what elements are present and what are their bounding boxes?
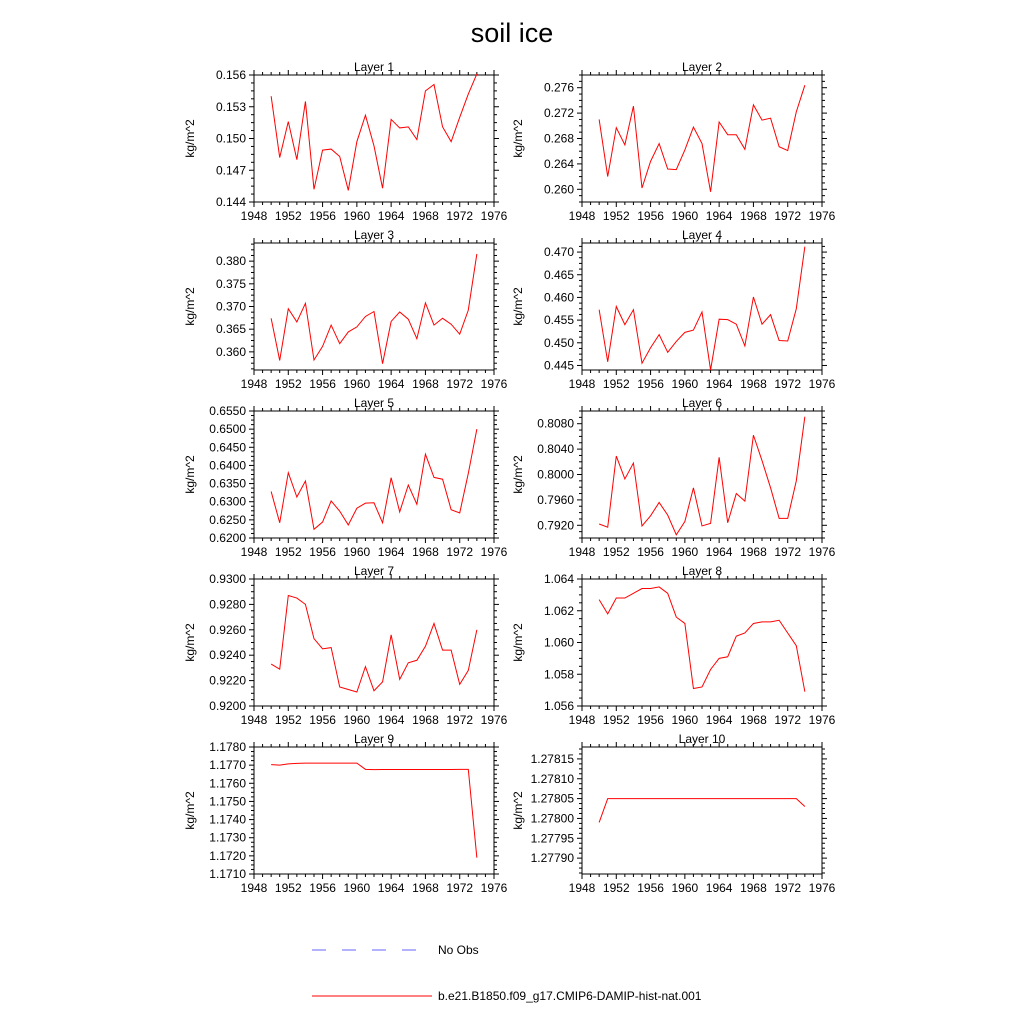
series-line-model [599,587,805,692]
y-tick-label: 0.6350 [209,476,246,491]
panel-layer-5 [183,396,508,559]
y-tick-label: 1.062 [543,603,574,618]
y-tick-label: 0.6550 [209,404,246,418]
x-tick-label: 1976 [808,209,836,223]
x-tick-label: 1976 [808,881,836,895]
y-tick-label: 0.156 [215,68,246,82]
y-tick-label: 1.27805 [530,791,574,806]
y-tick-label: 1.27815 [530,751,574,766]
y-tick-label: 0.450 [543,335,574,350]
y-tick-label: 0.276 [543,80,574,95]
x-tick-label: 1960 [343,545,371,559]
y-tick-label: 0.6500 [209,422,246,437]
panel-title: Layer 1 [353,60,395,74]
series-line-model [599,85,805,192]
series-line-model [599,417,805,535]
y-tick-label: 1.056 [543,699,574,713]
x-tick-label: 1948 [240,545,268,559]
y-tick-label: 0.8080 [537,416,574,431]
x-tick-label: 1968 [412,209,439,223]
y-tick-label: 0.380 [215,254,246,269]
x-tick-label: 1960 [671,545,699,559]
y-tick-label: 1.27800 [530,811,574,826]
y-tick-label: 1.1730 [209,830,246,845]
x-tick-label: 1972 [774,377,802,391]
x-tick-label: 1952 [602,377,630,391]
plot-frame [582,75,822,202]
x-tick-label: 1976 [480,881,508,895]
y-tick-label: 0.6200 [209,531,246,545]
plot-frame [254,747,494,874]
y-tick-label: 0.460 [543,290,574,305]
y-tick-label: 0.9240 [209,648,246,663]
x-tick-label: 1976 [808,377,836,391]
x-tick-label: 1956 [309,377,336,391]
series-line-model [271,74,477,190]
y-tick-label: 0.370 [215,299,246,314]
y-tick-label: 1.1750 [209,794,246,809]
x-tick-label: 1948 [240,881,268,895]
panel-layer-2 [511,60,836,223]
x-tick-label: 1960 [671,881,699,895]
x-tick-label: 1968 [412,545,439,559]
x-tick-label: 1960 [671,209,699,223]
x-tick-label: 1968 [412,377,439,391]
x-tick-label: 1968 [740,209,767,223]
plot-frame [582,747,822,874]
y-tick-label: 1.27790 [530,851,574,866]
y-tick-label: 0.375 [215,276,246,291]
x-tick-label: 1956 [637,377,664,391]
x-tick-label: 1948 [240,377,268,391]
panel-layer-1 [183,60,508,223]
x-tick-label: 1960 [343,881,371,895]
x-tick-label: 1952 [602,713,630,727]
series-line-model [271,763,477,858]
y-axis-label: kg/m^2 [183,791,197,830]
panel-title: Layer 7 [353,564,395,578]
y-tick-label: 0.260 [543,182,574,197]
y-tick-label: 0.360 [215,344,246,359]
x-tick-label: 1968 [740,377,767,391]
legend [312,943,702,1003]
panel-title: Layer 6 [681,396,723,410]
x-tick-label: 1956 [637,545,664,559]
x-tick-label: 1972 [446,713,474,727]
x-tick-label: 1952 [602,881,630,895]
plot-frame [582,243,822,370]
x-tick-label: 1976 [480,713,508,727]
x-tick-label: 1956 [309,209,336,223]
x-tick-label: 1948 [568,209,596,223]
y-tick-label: 0.9220 [209,673,246,688]
x-tick-label: 1948 [568,713,596,727]
x-tick-label: 1956 [309,545,336,559]
x-tick-label: 1948 [568,545,596,559]
x-tick-label: 1976 [480,209,508,223]
y-tick-label: 0.365 [215,322,246,337]
y-tick-label: 0.445 [543,358,574,373]
y-tick-label: 0.455 [543,313,574,328]
x-tick-label: 1964 [705,713,733,727]
y-tick-label: 0.153 [215,99,246,114]
y-tick-label: 1.1740 [209,812,246,827]
x-tick-label: 1968 [412,713,439,727]
plot-frame [254,243,494,370]
y-axis-label: kg/m^2 [511,791,525,830]
x-tick-label: 1972 [446,881,474,895]
panel-title: Layer 10 [678,732,726,746]
y-tick-label: 0.144 [215,195,246,209]
x-tick-label: 1960 [671,377,699,391]
x-tick-label: 1964 [705,545,733,559]
y-tick-label: 0.6450 [209,440,246,455]
x-tick-label: 1948 [240,209,268,223]
chart-title: soil ice [470,18,554,48]
x-tick-label: 1960 [343,377,371,391]
y-tick-label: 1.27795 [530,831,574,846]
x-tick-label: 1952 [274,377,302,391]
legend-label-no-obs: No Obs [438,943,479,957]
x-tick-label: 1972 [774,713,802,727]
x-tick-label: 1952 [274,545,302,559]
x-tick-label: 1964 [377,713,405,727]
y-tick-label: 1.27810 [530,771,574,786]
y-tick-label: 0.6250 [209,512,246,527]
y-tick-label: 0.6300 [209,494,246,509]
x-tick-label: 1956 [309,713,336,727]
x-tick-label: 1972 [774,209,802,223]
y-tick-label: 1.1760 [209,776,246,791]
x-tick-label: 1956 [637,713,664,727]
x-tick-label: 1976 [480,377,508,391]
y-axis-label: kg/m^2 [511,287,525,326]
panel-layer-8 [511,564,836,727]
y-tick-label: 0.7920 [537,518,574,533]
x-tick-label: 1972 [446,545,474,559]
series-line-model [599,247,805,370]
y-axis-label: kg/m^2 [183,455,197,494]
x-tick-label: 1952 [274,713,302,727]
series-line-model [271,596,477,693]
plot-frame [254,411,494,538]
x-tick-label: 1960 [343,209,371,223]
y-axis-label: kg/m^2 [511,623,525,662]
y-tick-label: 0.9260 [209,622,246,637]
y-axis-label: kg/m^2 [511,119,525,158]
y-tick-label: 0.8040 [537,442,574,457]
y-axis-label: kg/m^2 [183,287,197,326]
x-tick-label: 1948 [568,881,596,895]
x-tick-label: 1960 [343,713,371,727]
x-tick-label: 1948 [568,377,596,391]
x-tick-label: 1964 [705,209,733,223]
x-tick-label: 1960 [671,713,699,727]
y-tick-label: 0.9280 [209,597,246,612]
y-axis-label: kg/m^2 [511,455,525,494]
x-tick-label: 1964 [705,377,733,391]
panel-title: Layer 9 [353,732,395,746]
y-tick-label: 1.064 [543,572,574,586]
y-tick-label: 1.1770 [209,758,246,773]
x-tick-label: 1976 [480,545,508,559]
x-tick-label: 1952 [602,209,630,223]
x-tick-label: 1968 [740,713,767,727]
legend-label-model: b.e21.B1850.f09_g17.CMIP6-DAMIP-hist-nat.001 [438,989,702,1003]
x-tick-label: 1948 [240,713,268,727]
plot-frame [254,579,494,706]
y-axis-label: kg/m^2 [183,119,197,158]
y-tick-label: 1.1720 [209,848,246,863]
y-tick-label: 0.272 [543,106,574,121]
x-tick-label: 1952 [274,209,302,223]
series-line-model [271,429,477,529]
panel-title: Layer 2 [681,60,723,74]
x-tick-label: 1964 [377,209,405,223]
x-tick-label: 1964 [377,881,405,895]
y-axis-label: kg/m^2 [183,623,197,662]
x-tick-label: 1972 [446,377,474,391]
panel-title: Layer 5 [353,396,395,410]
x-tick-label: 1972 [774,881,802,895]
y-tick-label: 1.060 [543,635,574,650]
panel-title: Layer 4 [681,228,723,242]
y-tick-label: 1.058 [543,667,574,682]
y-tick-label: 0.9200 [209,699,246,713]
y-tick-label: 0.268 [543,131,574,146]
plot-frame [582,411,822,538]
x-tick-label: 1964 [377,545,405,559]
panel-layer-7 [183,564,508,727]
y-tick-label: 0.264 [543,156,574,171]
y-tick-label: 1.1710 [209,867,246,881]
x-tick-label: 1956 [637,881,664,895]
series-line-model [271,254,477,364]
x-tick-label: 1952 [274,881,302,895]
panel-layer-6 [511,396,836,559]
panel-layer-9 [183,732,508,895]
x-tick-label: 1964 [377,377,405,391]
y-tick-label: 0.470 [543,245,574,260]
panel-layer-4 [511,228,836,391]
x-tick-label: 1972 [446,209,474,223]
y-tick-label: 1.1780 [209,740,246,754]
panel-title: Layer 8 [681,564,723,578]
x-tick-label: 1956 [637,209,664,223]
y-tick-label: 0.9300 [209,572,246,586]
series-line-model [599,799,805,823]
x-tick-label: 1976 [808,545,836,559]
panel-layer-10 [511,732,836,895]
y-tick-label: 0.8000 [537,467,574,482]
panel-title: Layer 3 [353,228,395,242]
x-tick-label: 1952 [602,545,630,559]
x-tick-label: 1956 [309,881,336,895]
y-tick-label: 0.465 [543,267,574,282]
panel-layer-3 [183,228,508,391]
x-tick-label: 1976 [808,713,836,727]
x-tick-label: 1972 [774,545,802,559]
x-tick-label: 1964 [705,881,733,895]
plot-frame [254,75,494,202]
y-tick-label: 0.7960 [537,492,574,507]
x-tick-label: 1968 [740,881,767,895]
y-tick-label: 0.147 [215,163,246,178]
y-tick-label: 0.6400 [209,458,246,473]
x-tick-label: 1968 [412,881,439,895]
y-tick-label: 0.150 [215,131,246,146]
x-tick-label: 1968 [740,545,767,559]
